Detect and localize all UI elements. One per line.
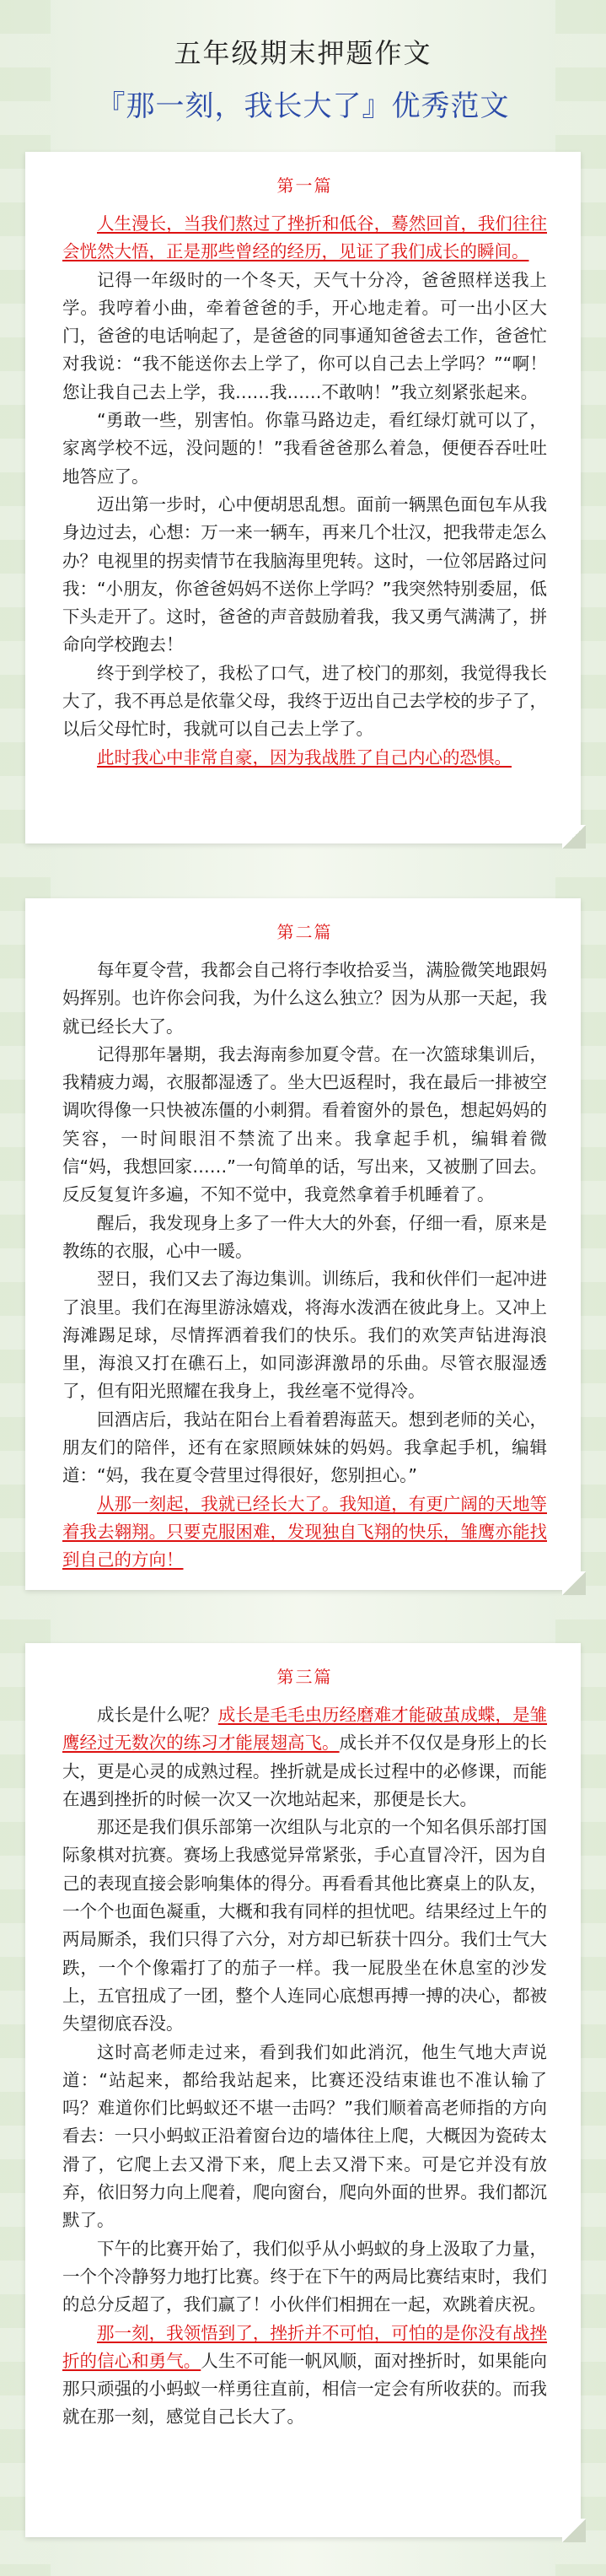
essay-paragraph: 记得那年暑期，我去海南参加夏令营。在一次篮球集训后，我精疲力竭，衣服都湿透了。坐大巴返程时，我在最后一排被空调吹得像一只快被冻僵的小刺猬。看着窗外的景色，想起妈妈的笑容，一时间眼泪不禁流了出来。我拿起手机，编辑着微信“妈，我想回家……”一句简单的话，写出来，又被删了回去。反反复复许多遍，不知不觉中，我竟然拿着手机睡着了。 — [62, 1043, 547, 1205]
essay-card-2 — [25, 898, 581, 1590]
page-subtitle: 『那一刻，我长大了』优秀范文 — [96, 89, 510, 123]
page-title: 五年级期末押题作文 — [174, 37, 432, 69]
essay-paragraph-highlight: 此时我心中非常自豪，因为我战胜了自己内心的恐惧。 — [97, 746, 512, 768]
essay-paragraph: 那还是我们俱乐部第一次组队与北京的一个知名俱乐部打国际象棋对抗赛。赛场上我感觉异常紧张，手心直冒冷汗，因为自己的表现直接会影响集体的得分。再看看其他比赛桌上的队友，一个个也面色凝重，大概和我有同样的担忧吧。结果经过上午的两局厮杀，我们只得了六分，对方却已斩获十四分。我们士气大跌，一个个像霜打了的茄子一样。我一屁股坐在休息室的沙发上，五官扭成了一团，整个人连同心底想再搏一搏的决心，都被失望彻底吞没。 — [62, 1817, 547, 2034]
essay-paragraph — [62, 2320, 547, 2432]
page-curl — [562, 2519, 586, 2542]
header — [0, 0, 606, 150]
essay-paragraph: 迈出第一步时，心中便胡思乱想。面前一辆黑色面包车从我身边过去，心想：万一来一辆车，再来几个壮汉，把我带走怎么办？电视里的拐卖情节在我脑海里兜转。这时，一位邻居路过问我：“小朋友，你爸爸妈妈不送你上学吗？”我突然特别委屈，低下头走开了。这时，爸爸的声音鼓励着我，我又勇气满满了，拼命向学校跑去！ — [62, 493, 547, 655]
essay-text-highlight: 那一刻，我领悟到了，挫折并不可怕，可怕的是你没有战挫折的信心和勇气。 — [62, 2322, 547, 2371]
essay-paragraph: 每年夏令营，我都会自己将行李收拾妥当，满脸微笑地跟妈妈挥别。也许你会问我，为什么这么独立？因为从那一天起，我就已经长大了。 — [62, 960, 547, 1037]
section-heading: 第一篇 — [276, 175, 333, 196]
page-curl — [562, 1571, 586, 1595]
essay-text: 成长是什么呢？ — [97, 1705, 218, 1725]
essay-paragraph: 终于到学校了，我松了口气，进了校门的那刻，我觉得我长大了，我不再总是依靠父母，我终于迈出自己去学校的步子了，以后父母忙时，我就可以自己去上学了。 — [62, 662, 547, 740]
essay-card-3 — [25, 1643, 581, 2537]
essay-text: 人生不可能一帆风顺，面对挫折时，如果能向那只顽强的小蚂蚁一样勇往直前，相信一定会有所收获的。而我就在那一刻，感觉自己长大了。 — [62, 2350, 547, 2428]
essay-paragraph: 醒后，我发现身上多了一件大大的外套，仔细一看，原来是教练的衣服，心中一暖。 — [62, 1212, 547, 1261]
essay-text-highlight: 成长是毛毛虫历经磨难才能破茧成蝶，是雏鹰经过无数次的练习才能展翅高飞。 — [62, 1705, 548, 1754]
essay-paragraph — [62, 1701, 547, 1813]
essay-paragraph: “勇敢一些，别害怕。你靠马路边走，看红绿灯就可以了，家离学校不远，没问题的！”我看爸爸那么着急，便便吞吞吐吐地答应了。 — [62, 410, 547, 487]
essay-paragraph: 翌日，我们又去了海边集训。训练后，我和伙伴们一起冲进了浪里。我们在海里游泳嬉戏，将海水泼洒在彼此身上。又冲上海滩踢足球，尽情挥洒着我们的快乐。我们的欢笑声钻进海浪里，海浪又打在礁石上，如同澎湃激昂的乐曲。尽管衣服湿透了，但有阳光照耀在我身上，我丝毫不觉得冷。 — [62, 1269, 547, 1402]
section-heading: 第二篇 — [276, 922, 333, 942]
essay-text: 成长并不仅仅是身形上的长大，更是心灵的成熟过程。挫折就是成长过程中的必修课，而能在遇到挫折的时候一次又一次地站起来，那便是长大。 — [62, 1733, 548, 1809]
essay-card-1 — [25, 152, 581, 843]
essay-paragraph-highlight: 从那一刻起，我就已经长大了。我知道，有更广阔的天地等着我去翱翔。只要克服困难，发现独自飞翔的快乐，雏鹰亦能找到自己的方向！ — [62, 1493, 547, 1571]
section-heading: 第三篇 — [276, 1667, 333, 1687]
essay-paragraph-highlight: 人生漫长，当我们熬过了挫折和低谷，蓦然回首，我们往往会恍然大悟，正是那些曾经的经历，见证了我们成长的瞬间。 — [62, 213, 547, 262]
essay-paragraph: 记得一年级时的一个冬天，天气十分冷，爸爸照样送我上学。我哼着小曲，牵着爸爸的手，开心地走着。可一出小区大门，爸爸的电话响起了，是爸爸的同事通知爸爸去工作，爸爸忙对我说：“我不能送你去上学了，你可以自己去上学吗？”“啊！您让我自己去上学，我……我……不敢呐！”我立刻紧张起来。 — [62, 269, 547, 402]
page-curl — [562, 825, 586, 849]
essay-paragraph: 下午的比赛开始了，我们似乎从小蚂蚁的身上汲取了力量，一个个冷静努力地打比赛。终于在下午的两局比赛结束时，我们的总分反超了，我们赢了！小伙伴们相拥在一起，欢跳着庆祝。 — [62, 2238, 547, 2315]
essay-paragraph: 这时高老师走过来，看到我们如此消沉，他生气地大声说道：“站起来，都给我站起来，比赛还没结束谁也不准认输了吗？难道你们比蚂蚁还不堪一击吗？”我们顺着高老师指的方向看去：一只小蚂蚁正沿着窗台边的墙体往上爬，大概因为瓷砖太滑了，它爬上去又滑下来，爬上去又滑下来。可是它并没有放弃，依旧努力向上爬着，爬向窗台，爬向外面的世界。我们都沉默了。 — [62, 2041, 547, 2231]
essay-paragraph: 回酒店后，我站在阳台上看着碧海蓝天。想到老师的关心，朋友们的陪伴，还有在家照顾妹妹的妈妈。我拿起手机，编辑道：“妈，我在夏令营里过得很好，您别担心。” — [62, 1409, 547, 1486]
